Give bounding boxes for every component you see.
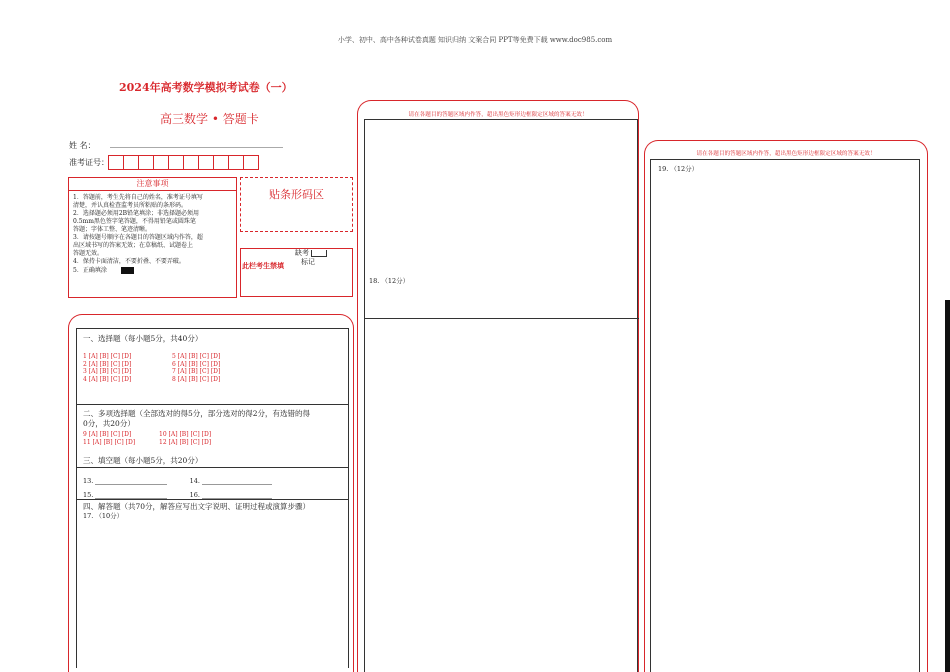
- section2-right-col: [159, 431, 211, 446]
- blank-q14-line[interactable]: [202, 477, 272, 485]
- card-subtitle: 高三数学 • 答题卡: [160, 112, 259, 126]
- choice-q6[interactable]: 6 [A] [B] [C] [D]: [172, 360, 221, 368]
- id-cell[interactable]: [108, 155, 124, 170]
- notice-item: 答题；字体工整、笔迹清晰。: [73, 226, 152, 233]
- choice-q4[interactable]: 4 [A] [B] [C] [D]: [83, 375, 132, 383]
- section2-title: [83, 409, 310, 429]
- divider: [77, 499, 348, 500]
- id-cell[interactable]: [183, 155, 199, 170]
- column3-answer-box: [650, 159, 920, 672]
- choice-q10[interactable]: 10 [A] [B] [C] [D]: [159, 431, 212, 438]
- notice-list: [69, 191, 236, 275]
- notice-title: 注意事项: [69, 178, 236, 191]
- divider: [77, 404, 348, 405]
- answer-inner: [76, 328, 349, 668]
- id-cell[interactable]: [153, 155, 169, 170]
- section1-right-col: [172, 353, 220, 383]
- id-cells[interactable]: [108, 155, 258, 170]
- notice-item: 4．保持卡面清洁，不要折叠、不要弄破。: [73, 258, 185, 265]
- section2-title-line1: 二、多项选择题（全部选对的得5分，部分选对的得2分，有选错的得: [83, 409, 311, 418]
- notice-box: [68, 177, 237, 298]
- absent-mark-sub: 标记: [301, 258, 315, 266]
- barcode-area: [240, 177, 353, 232]
- notice-item: 清楚，并认真检查监考员所粘贴的条形码。: [73, 202, 188, 209]
- notice-item: 0.5mm黑色签字笔答题，不得用铅笔或圆珠笔: [73, 218, 196, 225]
- blank-q15-line[interactable]: [95, 491, 167, 499]
- exam-title: 2024年高考数学模拟考试卷（一）: [119, 81, 293, 94]
- choice-q11[interactable]: 11 [A] [B] [C] [D]: [83, 438, 136, 446]
- blank-q13-label: 13.: [83, 477, 94, 485]
- column2-answer-box: [364, 119, 638, 672]
- section2-title-line2: 0分，共20分）: [83, 419, 135, 428]
- page-edge-marker: [945, 300, 950, 672]
- id-cell[interactable]: [228, 155, 244, 170]
- section3-title: 三、填空题（每小题5分，共20分）: [83, 456, 203, 465]
- absent-mark-text: 缺考: [295, 249, 309, 257]
- id-cell[interactable]: [198, 155, 214, 170]
- choice-q3[interactable]: 3 [A] [B] [C] [D]: [83, 368, 132, 376]
- blank-q15-label: 15.: [83, 491, 94, 499]
- q19-label: 19. （12分）: [658, 165, 699, 173]
- q18-answer-area[interactable]: [365, 286, 637, 316]
- absent-box: [240, 248, 353, 297]
- choice-q8[interactable]: 8 [A] [B] [C] [D]: [172, 375, 221, 383]
- notice-item: 3．请按题号顺序在各题目的答题区域内作答，超: [73, 234, 203, 241]
- absent-label: 此栏考生禁填: [242, 261, 284, 270]
- section2-left-col: [83, 431, 135, 446]
- notice-item: 答题无效。: [73, 250, 104, 257]
- blank-row-2: [83, 491, 272, 499]
- section4-title: 四、解答题（共70分，解答应写出文字说明、证明过程或演算步骤）: [83, 502, 311, 511]
- q17-continuation-area[interactable]: [365, 120, 637, 272]
- notice-item-fill: [73, 267, 236, 275]
- id-cell[interactable]: [168, 155, 184, 170]
- section1-left-col: [83, 353, 131, 383]
- id-cell[interactable]: [213, 155, 229, 170]
- barcode-label: 贴条形码区: [269, 188, 324, 201]
- choice-q1[interactable]: 1 [A] [B] [C] [D]: [83, 353, 132, 360]
- id-cell[interactable]: [138, 155, 154, 170]
- q17-label: 17. （10分）: [83, 512, 124, 520]
- q17-answer-area[interactable]: [77, 519, 348, 669]
- q18-label: 18. （12分）: [369, 277, 410, 285]
- divider: [365, 318, 639, 319]
- name-field[interactable]: [110, 147, 283, 148]
- column2-warning: 请在各题目的答题区域内作答，超出黑色矩形边框限定区域的答案无效！: [408, 112, 588, 118]
- id-cell[interactable]: [243, 155, 259, 170]
- notice-item: 1．答题前，考生先将自己的姓名，准考证号填写: [73, 194, 203, 201]
- absent-mark-box[interactable]: [311, 250, 327, 257]
- choice-q5[interactable]: 5 [A] [B] [C] [D]: [172, 353, 221, 360]
- blank-row-1: [83, 477, 272, 485]
- notice-item: 出区域书写的答案无效；在草稿纸、试题卷上: [73, 242, 194, 249]
- section1-title: 一、选择题（每小题5分，共40分）: [83, 334, 203, 343]
- blank-q16-label: 16.: [189, 491, 200, 499]
- site-header: 小学、初中、高中各种试卷真题 知识归纳 文案合同 PPT等免费下载 www.doc985.com: [337, 36, 613, 44]
- choice-q7[interactable]: 7 [A] [B] [C] [D]: [172, 368, 221, 376]
- choice-q2[interactable]: 2 [A] [B] [C] [D]: [83, 360, 132, 368]
- q19-answer-area[interactable]: [651, 174, 919, 672]
- notice-item: 5．正确填涂: [73, 267, 107, 274]
- choice-q12[interactable]: 12 [A] [B] [C] [D]: [159, 438, 212, 446]
- divider: [77, 467, 348, 468]
- absent-mark-label: [295, 250, 327, 257]
- name-label: 姓 名：: [69, 141, 96, 150]
- choice-q9[interactable]: 9 [A] [B] [C] [D]: [83, 431, 132, 438]
- column3-warning: 请在各题目的答题区域内作答，超出黑色矩形边框限定区域的答案无效！: [696, 151, 876, 157]
- filled-bubble-sample: [121, 267, 134, 274]
- blank-q16-line[interactable]: [202, 491, 272, 499]
- id-cell[interactable]: [123, 155, 139, 170]
- blank-q14-label: 14.: [189, 477, 200, 485]
- id-label: 准考证号：: [69, 158, 109, 167]
- blank-q13-line[interactable]: [95, 477, 167, 485]
- notice-item: 2．选择题必须用2B铅笔填涂；非选择题必须用: [73, 210, 200, 217]
